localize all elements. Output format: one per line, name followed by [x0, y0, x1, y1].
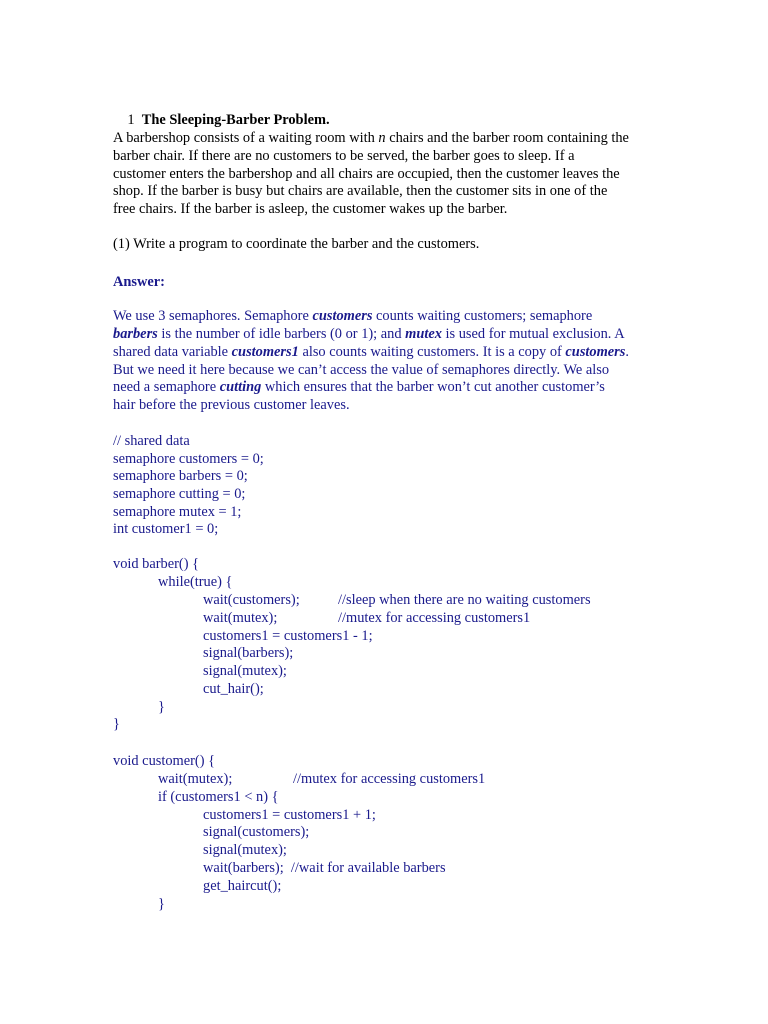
answer-line-2: barbers is the number of idle barbers (0 or 1); and mutex is used for mutual exclusion. A: [113, 326, 625, 342]
code-customer-comment-mutex: //mutex for accessing customers1: [293, 771, 486, 787]
code-customer-comment-wait: //wait for available barbers: [290, 860, 446, 876]
problem-line-3: customer enters the barbershop and all chairs are occupied, then the customer leaves the: [113, 166, 620, 182]
code-barber-signature: void barber() {: [113, 556, 200, 572]
code-barber-signal-barbers: signal(barbers);: [203, 645, 294, 661]
question-text: (1) Write a program to coordinate the barber and the customers.: [113, 236, 480, 252]
code-barber-decrement: customers1 = customers1 - 1;: [203, 628, 373, 644]
code-decl-cutting: semaphore cutting = 0;: [113, 486, 246, 502]
code-decl-customers: semaphore customers = 0;: [113, 451, 264, 467]
code-shared-comment: // shared data: [113, 433, 190, 449]
problem-line-4: shop. If the barber is busy but chairs are available, then the customer sits in one of the: [113, 183, 608, 199]
code-decl-customer1: int customer1 = 0;: [113, 521, 219, 537]
code-customer-wait-barbers: wait(barbers); //wait for available barbers: [203, 860, 446, 876]
answer-line-4: But we need it here because we can’t access the value of semaphores directly. We also: [113, 362, 610, 378]
answer-label: Answer:: [113, 274, 165, 290]
code-customer-close-if: }: [158, 896, 165, 912]
section-title: The Sleeping-Barber Problem.: [141, 111, 330, 128]
answer-line-6: hair before the previous customer leaves.: [113, 397, 350, 413]
code-barber-cut-hair: cut_hair();: [203, 681, 264, 697]
code-barber-wait-customers: wait(customers);: [203, 592, 300, 608]
answer-line-5: need a semaphore cutting which ensures that the barber won’t cut another customer’s: [113, 379, 605, 395]
code-barber-wait-mutex: wait(mutex);: [203, 610, 278, 626]
code-customer-increment: customers1 = customers1 + 1;: [203, 807, 376, 823]
code-customer-signal-mutex: signal(mutex);: [203, 842, 287, 858]
answer-line-1: We use 3 semaphores. Semaphore customers counts waiting customers; semaphore: [113, 308, 593, 324]
code-decl-mutex: semaphore mutex = 1;: [113, 504, 242, 520]
code-customer-get-haircut: get_haircut();: [203, 878, 282, 894]
code-barber-comment-sleep: //sleep when there are no waiting customers: [338, 592, 591, 608]
problem-line-1: A barbershop consists of a waiting room with n chairs and the barber room containing the: [113, 130, 629, 146]
code-barber-close-while: }: [158, 699, 165, 715]
code-barber-comment-mutex: //mutex for accessing customers1: [338, 610, 531, 626]
code-decl-barbers: semaphore barbers = 0;: [113, 468, 248, 484]
code-customer-wait-mutex: wait(mutex);: [158, 771, 233, 787]
problem-line-2: barber chair. If there are no customers to be served, the barber goes to sleep. If a: [113, 148, 575, 164]
code-customer-signal-customers: signal(customers);: [203, 824, 310, 840]
code-customer-signature: void customer() {: [113, 753, 216, 769]
problem-line-5: free chairs. If the barber is asleep, the customer wakes up the barber.: [113, 201, 508, 217]
code-barber-close: }: [113, 716, 120, 732]
code-barber-signal-mutex: signal(mutex);: [203, 663, 287, 679]
answer-line-3: shared data variable customers1 also counts waiting customers. It is a copy of customers.: [113, 344, 629, 360]
code-customer-if: if (customers1 < n) {: [158, 789, 279, 805]
code-barber-while: while(true) {: [158, 574, 233, 590]
section-number: 1: [127, 111, 135, 128]
